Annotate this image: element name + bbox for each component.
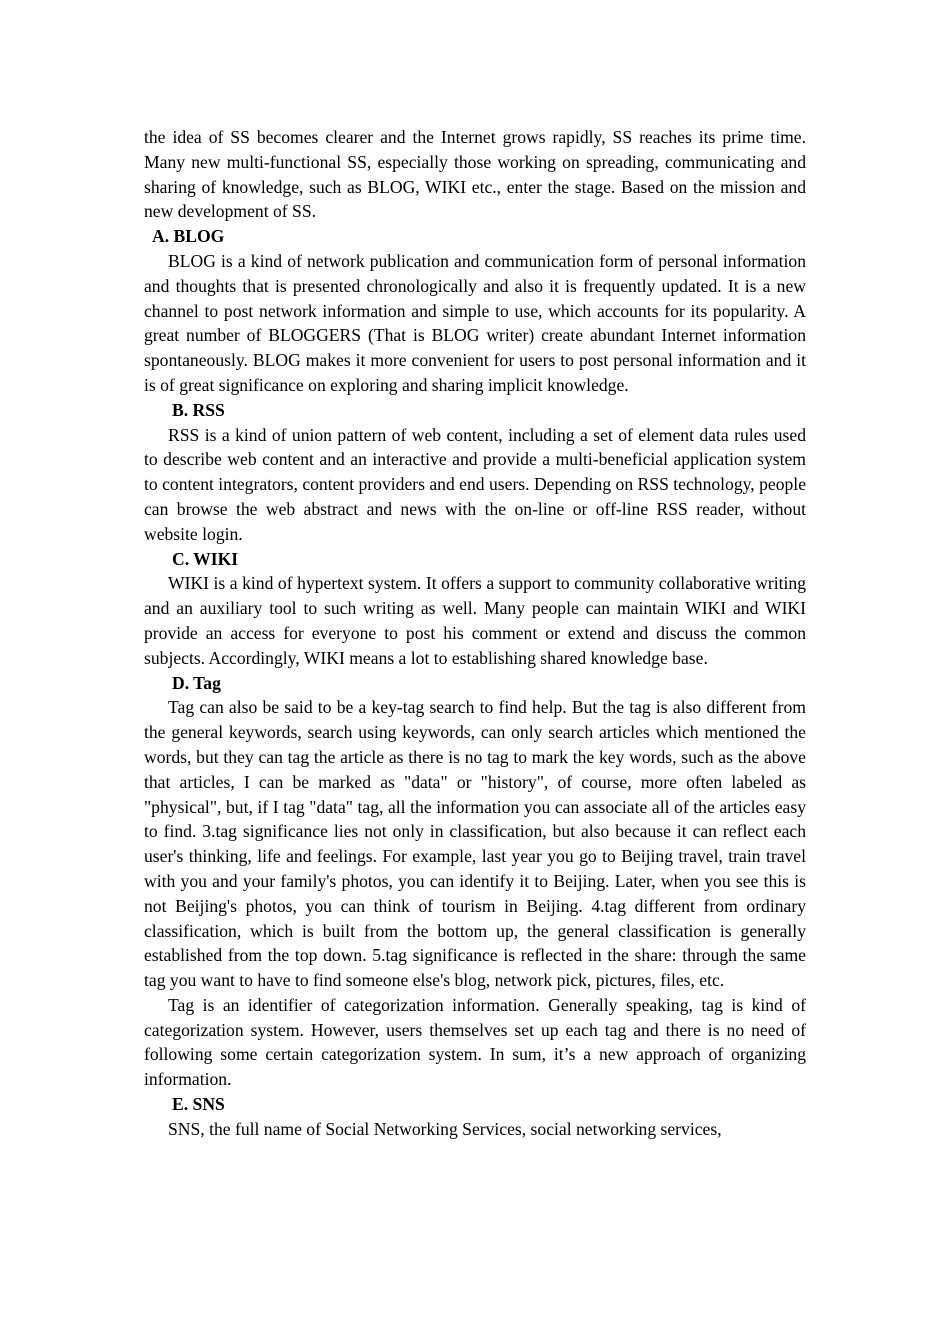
section-paragraph-blog: BLOG is a kind of network publication and communication form of personal information and thoughts that is presented chronologically and also it is frequently updated. It is a new channel to post network information and simple to use, which accounts for its popularity. A great number of BLOGGERS (That is BLOG writer) create abundant Internet information spontaneously. BLOG makes it more convenient for users to post personal information and it is of great significance on exploring and sharing implicit knowledge. [144,250,806,395]
intro-paragraph: the idea of SS becomes clearer and the Internet grows rapidly, SS reaches its prime time. Many new multi-functional SS, especially those working on spreading, communicating and sharing of knowledge, such as BLOG, WIKI etc., enter the stage. Based on the mission and new development of SS. [144,127,806,222]
section-heading-wiki: C. WIKI [172,548,239,569]
text-column [144,125,806,1142]
section-heading-sns: E. SNS [172,1094,225,1115]
section-paragraph-rss: RSS is a kind of union pattern of web content, including a set of element data rules used to describe web content and an interactive and provide a multi-beneficial application system to content integrators, content providers and end users. Depending on RSS technology, people can browse the web abstract and news with the on-line or off-line RSS reader, without website login. [144,424,806,544]
section-paragraph-wiki: WIKI is a kind of hypertext system. It offers a support to community collaborative writing and an auxiliary tool to such writing as well. Many people can maintain WIKI and WIKI provide an access for everyone to post his comment or extend and discuss the common subjects. Accordingly, WIKI means a lot to establishing shared knowledge base. [144,573,806,668]
section-heading-blog: A. BLOG [152,226,225,247]
section-paragraph-sns: SNS, the full name of Social Networking Services, social networking services, [168,1118,722,1139]
section-heading-rss: B. RSS [172,399,225,420]
section-paragraph-tag-2: Tag is an identifier of categorization information. Generally speaking, tag is kind of categorization system. However, users themselves set up each tag and there is no need of following some certain categorization system. In sum, it’s a new approach of organizing information. [144,994,806,1090]
section-paragraph-tag-1: Tag can also be said to be a key-tag search to find help. But the tag is also different from the general keywords, search using keywords, can only search articles which mentioned the words, but they can tag the article as there is no tag to mark the key words, such as the above that articles, I can be marked as "data" or "history", of course, more often labeled as "physical", but, if I tag "data" tag, all the information you can associate all of the articles easy to find. 3.tag significance lies not only in classification, but also because it can reflect each user's thinking, life and feelings. For example, last year you go to Beijing travel, train travel with you and your family's photos, you can identify it to Beijing. Later, when you see this is not Beijing's photos, you can think of tourism in Beijing. 4.tag different from ordinary classification, which is built from the bottom up, the general classification is generally established from the top down. 5.tag significance is reflected in the share: through the same tag you want to have to find someone else's blog, network pick, pictures, files, etc. [144,697,806,991]
section-heading-tag: D. Tag [172,672,221,693]
